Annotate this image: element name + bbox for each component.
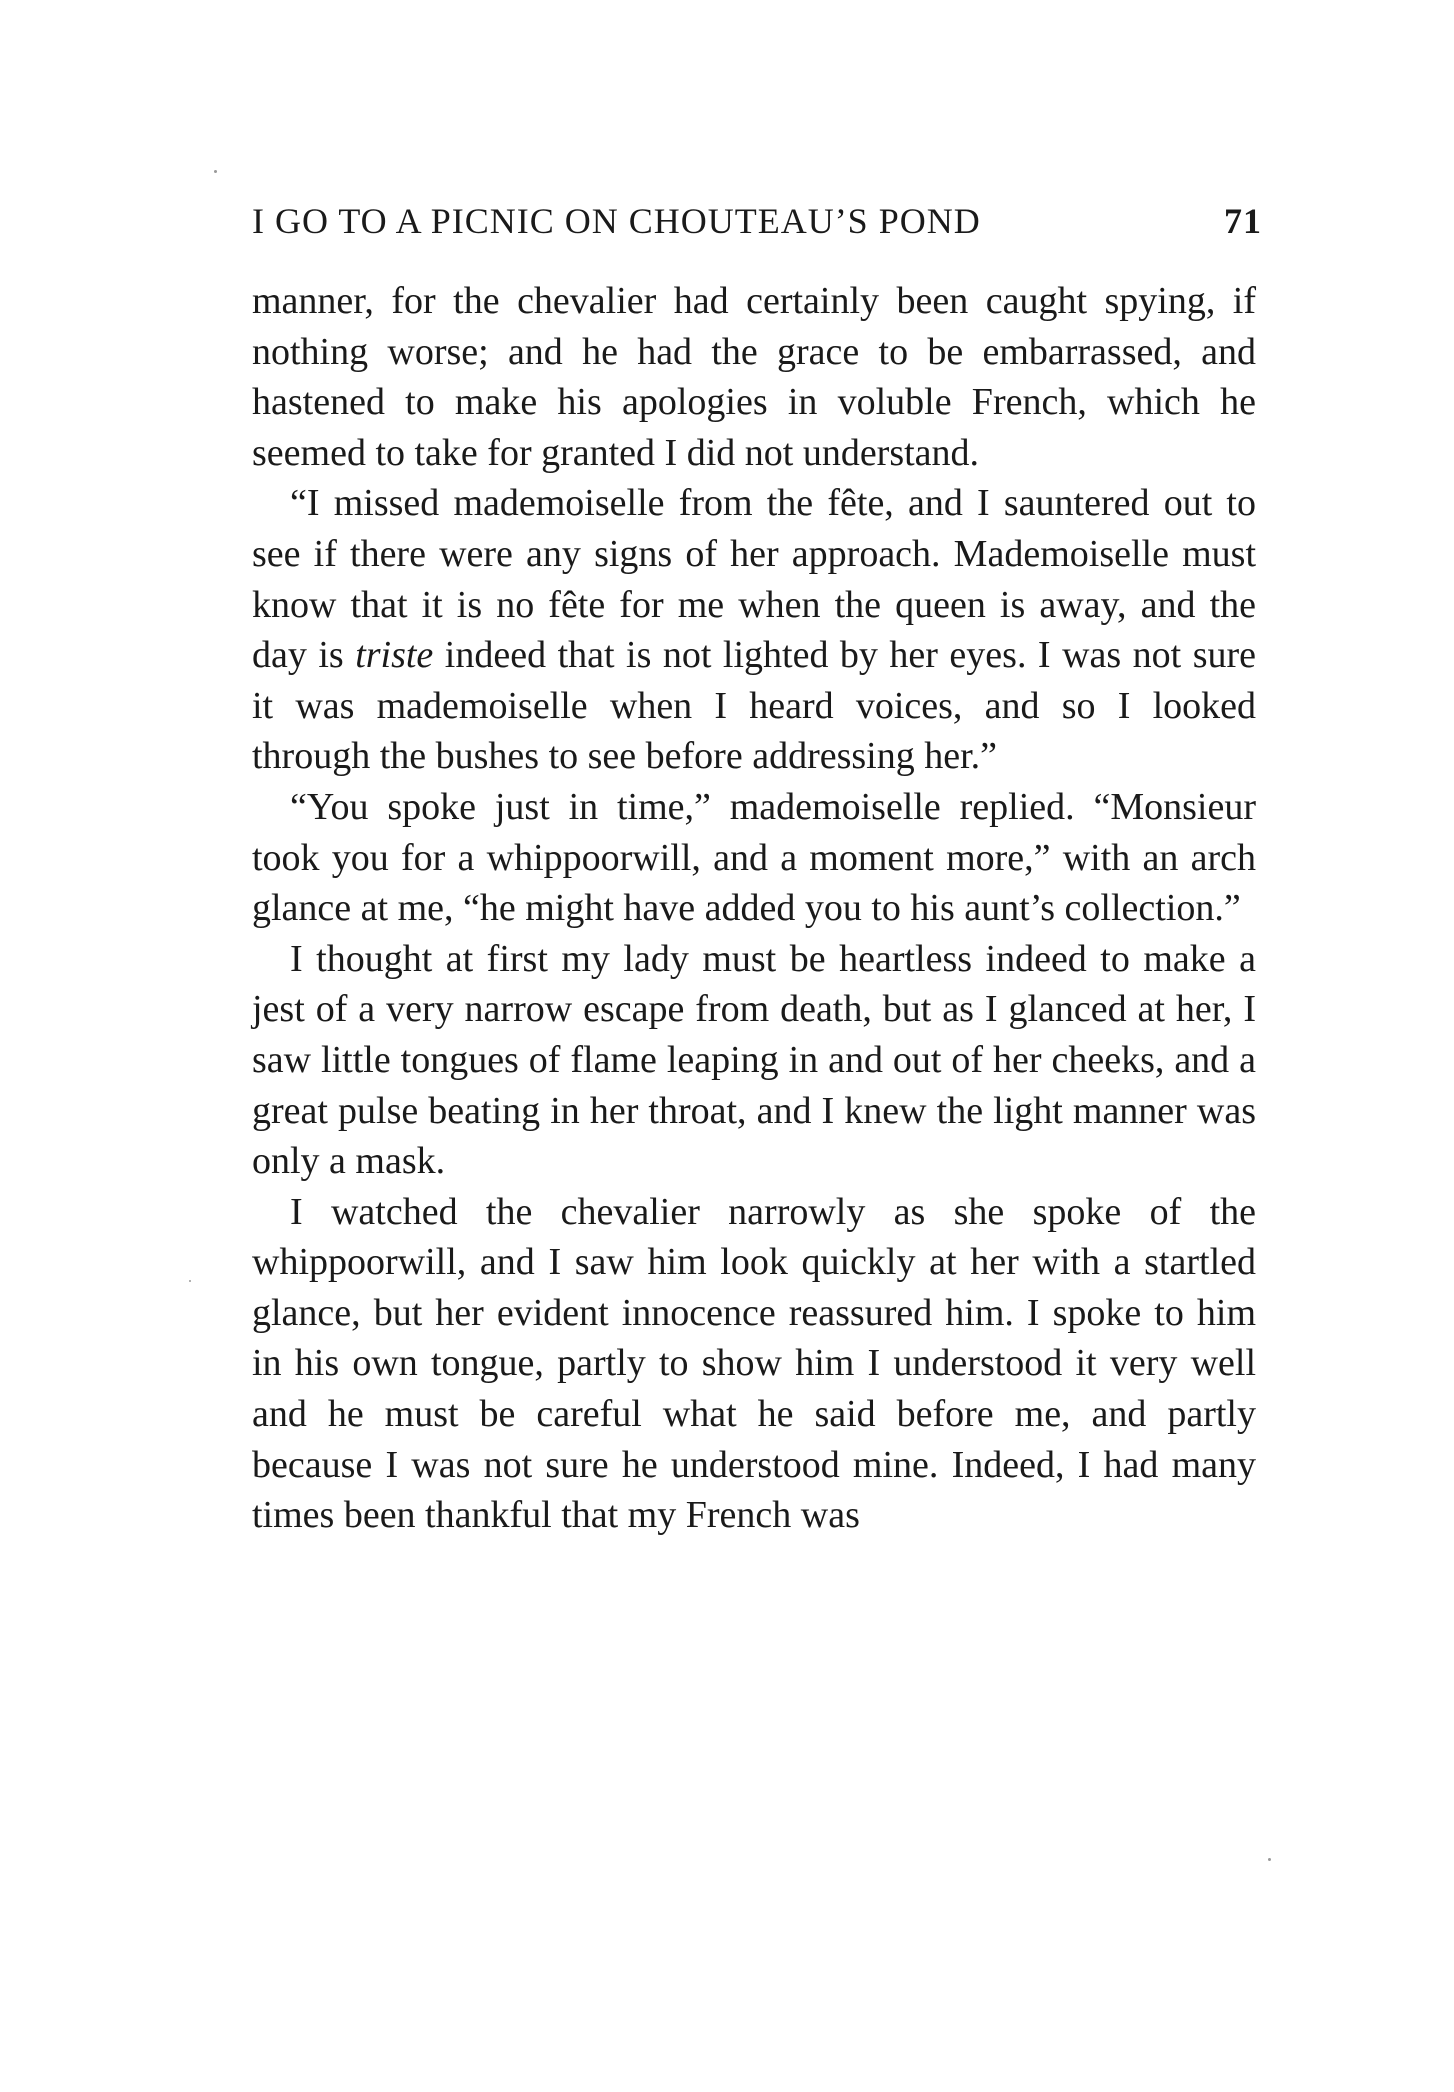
page-number: 71 <box>1224 201 1262 241</box>
paragraph-text: “You spoke just in time,” mademoiselle replied. “Monsieur took you for a whippoorwill, and a moment more,” with an arch glance at me, “he might have added you to his aunt’s collection.” <box>252 785 1256 930</box>
italic-word: triste <box>355 634 434 677</box>
paragraph <box>252 1187 1256 1541</box>
paragraph <box>252 478 1256 782</box>
scan-speck <box>1268 1858 1271 1861</box>
paragraph-text: I thought at first my lady must be heartless indeed to make a jest of a very narrow escape from death, but as I glanced at her, I saw little tongues of flame leaping in and out of her cheeks, and a great pulse beating in her throat, and I knew the light manner was only a mask. <box>252 937 1256 1183</box>
paragraph <box>252 934 1256 1187</box>
body-text <box>252 276 1256 1541</box>
paragraph <box>252 782 1256 934</box>
running-head <box>252 196 1262 246</box>
paragraph-text: “I missed mademoiselle from the fête, and I sauntered out to see if there were any signs of her approach. Mademoiselle must know that it is no fête for me when the queen is away, and the day is <box>252 482 1256 677</box>
chapter-title: I GO TO A PICNIC ON CHOUTEAU’S POND <box>252 201 981 241</box>
paragraph <box>252 276 1256 478</box>
scan-speck <box>189 1280 191 1282</box>
paragraph-text: I watched the chevalier narrowly as she spoke of the whippoorwill, and I saw him look quickly at her with a startled glance, but her evident innocence reassured him. I spoke to him in his own tongue, partly to show him I understood it very well and he must be careful what he said before me, and partly because I was not sure he understood mine. Indeed, I had many times been thankful that my French was <box>252 1190 1256 1537</box>
paragraph-text: manner, for the chevalier had certainly been caught spying, if nothing worse; and he had the grace to be embarrassed, and hastened to make his apologies in voluble French, which he seemed to take for granted I did not understand. <box>252 280 1256 474</box>
scan-speck <box>214 170 217 173</box>
paragraph-text-continued: indeed that is not lighted by her eyes. I was not sure it was mademoiselle when I heard voices, and so I looked through the bushes to see before addressing her.” <box>252 634 1256 778</box>
